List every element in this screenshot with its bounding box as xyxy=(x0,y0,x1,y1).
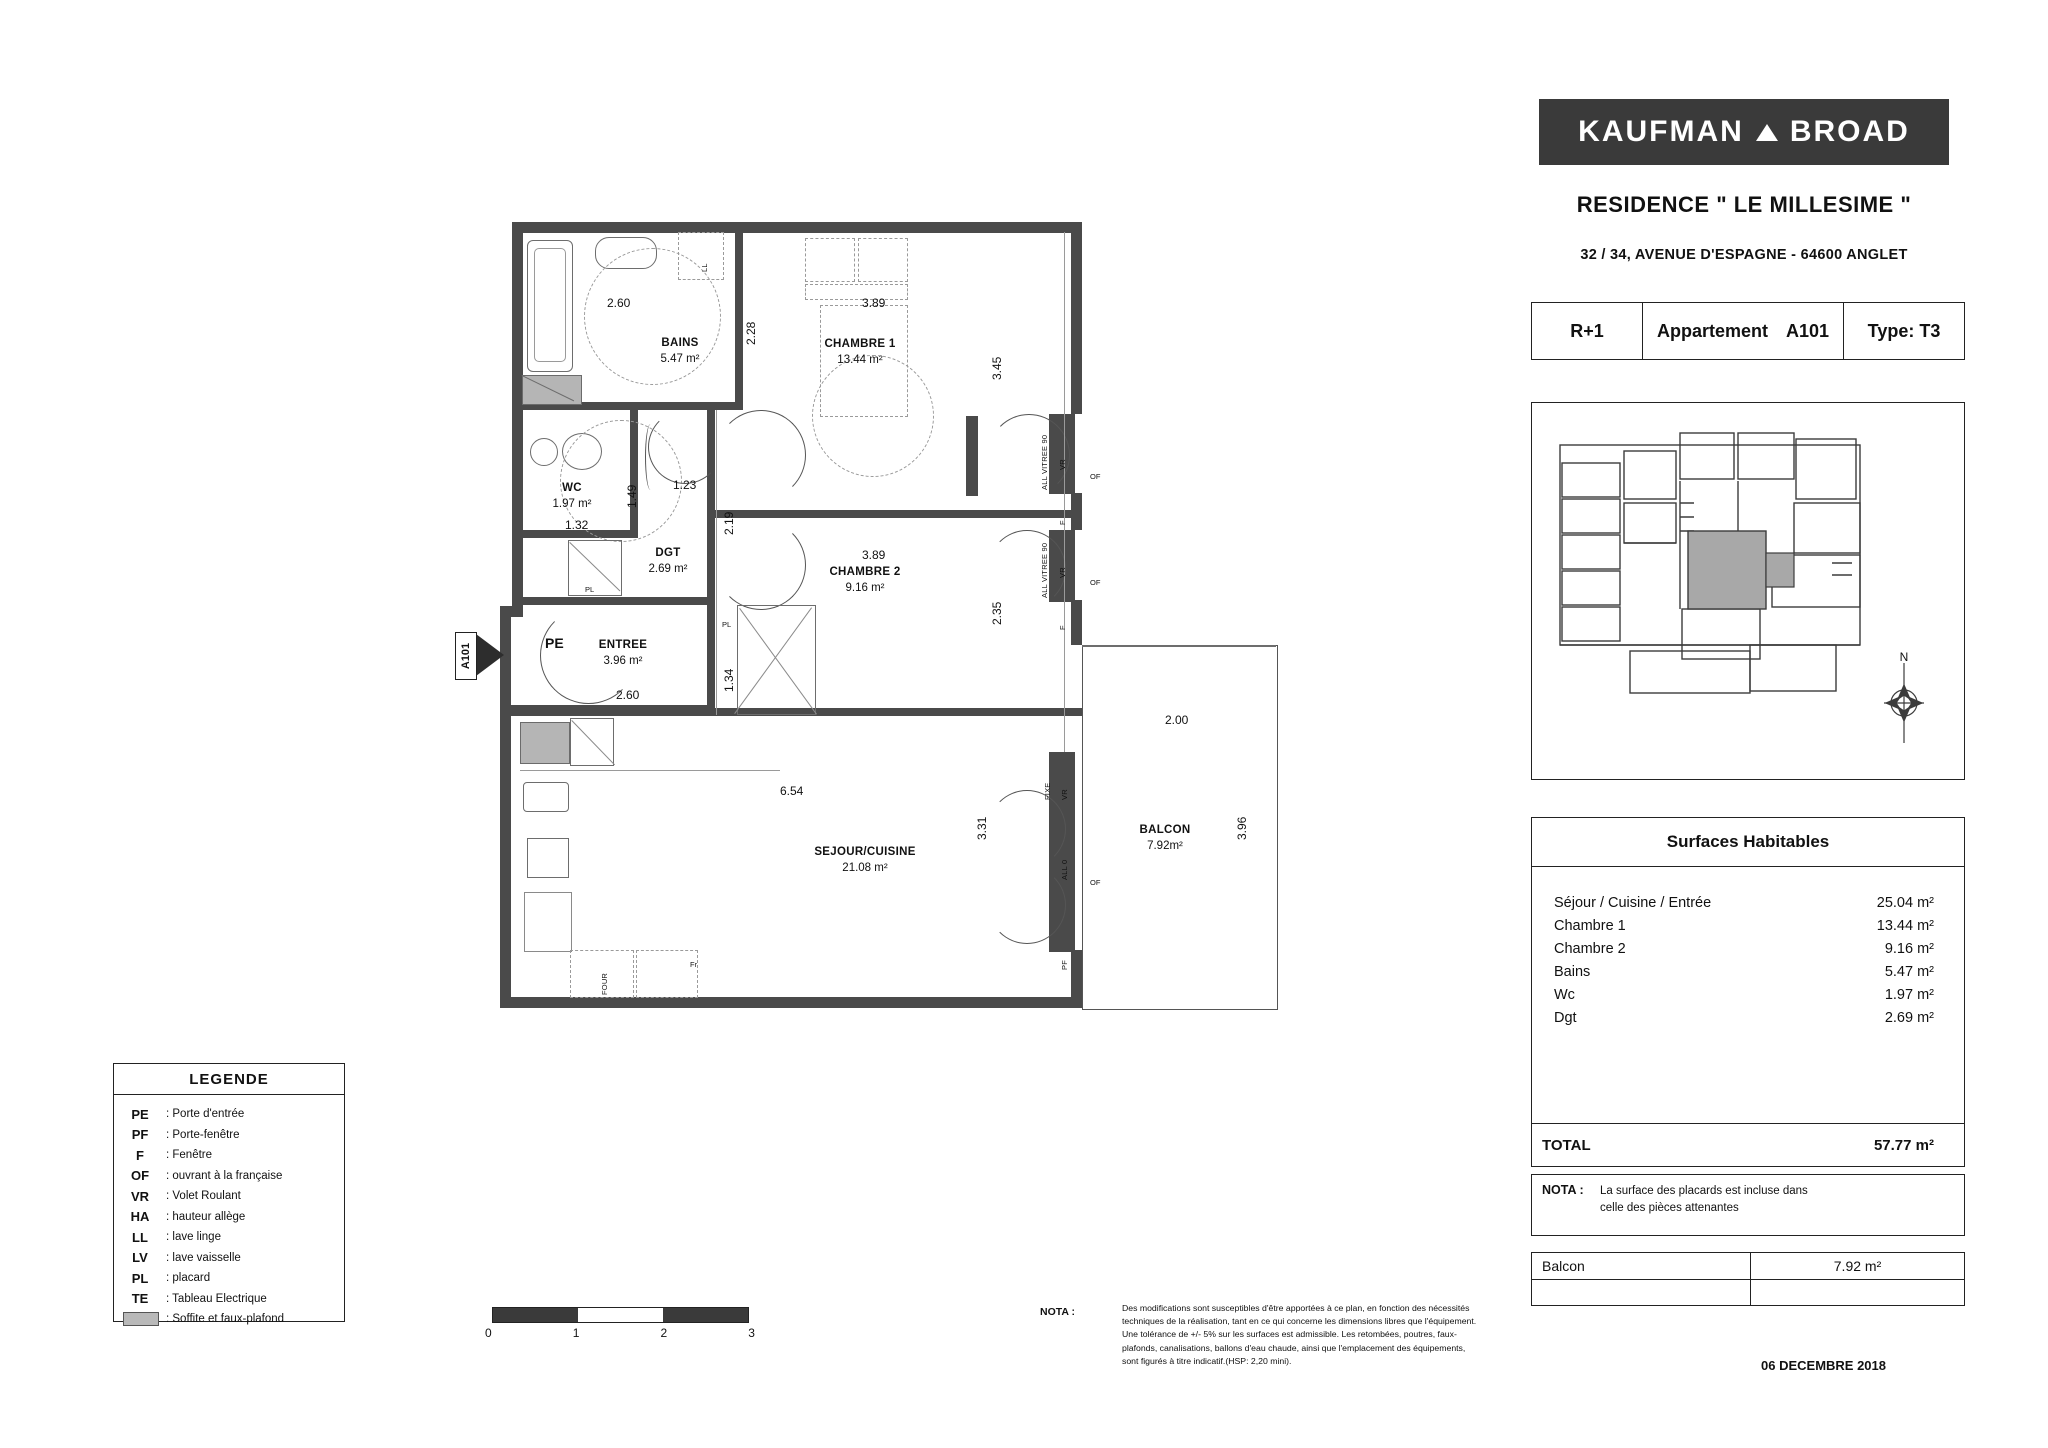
balcon-label: Balcon xyxy=(1532,1253,1751,1279)
bottom-nota-label: NOTA : xyxy=(1040,1306,1075,1318)
scale-numbers xyxy=(485,1326,755,1340)
wall-entry-bottom xyxy=(500,705,580,716)
room-area: 21.08 m² xyxy=(842,861,888,874)
kitchen-sink-icon xyxy=(523,782,569,812)
dim-bains-width: 2.60 xyxy=(607,296,631,310)
room-name: BALCON xyxy=(1139,824,1191,836)
scale-tick: 0 xyxy=(485,1326,492,1340)
dim-sejour-height: 3.31 xyxy=(975,816,989,840)
legend-key: OF xyxy=(130,1168,150,1184)
dim-entree-width: 2.60 xyxy=(616,688,640,702)
legend-item xyxy=(114,1104,344,1125)
type-cell: Type: T3 xyxy=(1867,320,1941,341)
dim-wc-height: 1.49 xyxy=(625,484,639,508)
legend-desc: : Tableau Electrique xyxy=(166,1292,267,1305)
surface-label: Chambre 2 xyxy=(1554,940,1626,957)
plan-date: 06 DECEMBRE 2018 xyxy=(1761,1358,1886,1373)
label-of-3: OF xyxy=(1090,878,1101,887)
surface-value: 5.47 m² xyxy=(1884,963,1934,980)
room-name: BAINS xyxy=(661,337,699,349)
legend-item xyxy=(114,1227,344,1248)
room-label-entree xyxy=(568,638,678,669)
legend-desc: : lave linge xyxy=(166,1231,221,1244)
surface-value: 13.44 m² xyxy=(1876,917,1934,934)
surface-label: Wc xyxy=(1554,986,1575,1003)
kitchen-guideline xyxy=(520,770,780,771)
room-name: WC xyxy=(562,482,582,494)
surface-row xyxy=(1532,983,1964,1006)
legend-desc: : Fenêtre xyxy=(166,1149,213,1162)
dim-dgt-height: 2.19 xyxy=(722,511,736,535)
legend-title: LEGENDE xyxy=(114,1064,344,1095)
apartment-info-table xyxy=(1531,302,1965,360)
fridge-box xyxy=(636,950,698,998)
brand-text xyxy=(1578,115,1910,149)
room-area: 7.92m² xyxy=(1147,839,1183,852)
total-value: 57.77 m² xyxy=(1873,1136,1934,1154)
surfaces-total-row xyxy=(1532,1123,1964,1166)
room-label-chambre2 xyxy=(800,565,930,596)
soffite-swatch-icon xyxy=(123,1312,159,1326)
surface-value: 25.04 m² xyxy=(1876,894,1934,911)
surface-row xyxy=(1532,1006,1964,1029)
dim-dgt-width: 1.23 xyxy=(673,478,697,492)
legend-key: PF xyxy=(131,1127,149,1143)
surface-value: 9.16 m² xyxy=(1884,940,1934,957)
ch1-furniture-2 xyxy=(858,238,908,282)
label-ha-3: ALL 0 xyxy=(1060,859,1069,880)
scale-tick: 1 xyxy=(572,1326,580,1340)
residence-address: 32 / 34, AVENUE D'ESPAGNE - 64600 ANGLET xyxy=(1580,247,1908,263)
apartment-tag xyxy=(455,632,477,680)
legend-swatch-cell xyxy=(114,1312,166,1326)
room-name: SEJOUR/CUISINE xyxy=(814,846,916,858)
label-ha-2: ALL VITREE 90 xyxy=(1040,542,1049,598)
balcon-row xyxy=(1532,1253,1964,1279)
legend-item-soffite xyxy=(114,1309,344,1330)
floor-cell: R+1 xyxy=(1532,303,1643,359)
surface-value: 1.97 m² xyxy=(1884,986,1934,1003)
legend-key: VR xyxy=(130,1188,150,1204)
surface-label: Dgt xyxy=(1554,1009,1577,1026)
wall-right-1 xyxy=(1071,222,1082,414)
room-area: 9.16 m² xyxy=(845,581,885,594)
label-f-2: F xyxy=(1058,625,1067,630)
balcon-value: 7.92 m² xyxy=(1833,1258,1882,1274)
legend-desc: : hauteur allège xyxy=(166,1210,246,1223)
window-arc-4 xyxy=(988,866,1066,944)
wc-cistern-icon xyxy=(530,438,558,466)
balcon-label-2 xyxy=(1532,1280,1751,1306)
kitchen-hood xyxy=(520,722,570,764)
surfaces-title: Surfaces Habitables xyxy=(1532,818,1964,867)
wall-bains-ch1 xyxy=(735,222,743,402)
legend-key: TE xyxy=(131,1291,149,1307)
site-plan-drawing xyxy=(1532,403,1962,777)
legend-key: PL xyxy=(131,1270,149,1286)
brand-name-left: KAUFMAN xyxy=(1578,115,1744,148)
legend-key: HA xyxy=(130,1209,150,1225)
door-wc-leaf xyxy=(645,424,656,490)
dim-bains-height: 2.28 xyxy=(744,321,758,345)
room-name: CHAMBRE 2 xyxy=(829,566,901,578)
wall-right-4 xyxy=(1071,950,1082,1008)
room-area: 2.69 m² xyxy=(648,562,688,575)
wall-left-lower xyxy=(500,708,511,1008)
door-wc-arc xyxy=(648,410,722,484)
dim-line-v2 xyxy=(1064,232,1065,752)
surface-row xyxy=(1532,914,1964,937)
surface-row xyxy=(1532,960,1964,983)
wall-top xyxy=(512,222,1082,233)
label-fixe: FIXE xyxy=(1043,782,1052,800)
room-name: CHAMBRE 1 xyxy=(824,338,896,350)
surface-row xyxy=(1532,937,1964,960)
legend-desc: : Soffite et faux-plafond xyxy=(166,1313,285,1326)
legend-item xyxy=(114,1207,344,1228)
legend-desc: : lave vaisselle xyxy=(166,1251,241,1264)
room-name: ENTREE xyxy=(598,639,648,651)
room-area: 13.44 m² xyxy=(837,353,883,366)
surface-label: Séjour / Cuisine / Entrée xyxy=(1554,894,1712,911)
surface-row xyxy=(1532,891,1964,914)
wall-right-3 xyxy=(1071,600,1082,645)
wall-bottom xyxy=(500,997,1082,1008)
apartment-number: A101 xyxy=(1785,320,1830,341)
apartment-cell xyxy=(1643,303,1844,359)
apartment-label: Appartement xyxy=(1656,320,1768,341)
kitchen-hob-icon xyxy=(527,838,569,878)
label-pf-3: PF xyxy=(1060,960,1069,970)
label-pl-1: PL xyxy=(585,585,595,594)
scale-tick: 2 xyxy=(660,1326,668,1340)
nota-text xyxy=(1600,1175,1814,1235)
nota-box xyxy=(1531,1174,1965,1236)
triangle-logo-icon xyxy=(1756,124,1778,141)
legend-item xyxy=(114,1166,344,1187)
label-ha-1: ALL VITREE 90 xyxy=(1040,434,1049,490)
legend-item xyxy=(114,1125,344,1146)
room-name: DGT xyxy=(655,547,681,559)
window-arc-3 xyxy=(988,790,1066,868)
wall-win-pier-1 xyxy=(966,416,978,496)
nota-line-2: celle des pièces attenantes xyxy=(1600,1201,1739,1214)
ch1-furniture-1 xyxy=(805,238,855,282)
legend-box xyxy=(113,1063,345,1326)
room-label-dgt xyxy=(623,546,713,577)
ch1-swing-circle xyxy=(812,355,934,477)
label-ll: LL xyxy=(700,263,709,272)
room-label-chambre1 xyxy=(790,337,930,368)
pe-door-label: PE xyxy=(545,635,564,651)
residence-title: RESIDENCE " LE MILLESIME " xyxy=(1576,192,1912,217)
surface-value: 2.69 m² xyxy=(1884,1009,1934,1026)
dim-ch2-width: 3.89 xyxy=(862,548,886,562)
entry-arrow-icon xyxy=(476,634,504,676)
legend-key: LL xyxy=(132,1229,148,1245)
surfaces-table xyxy=(1531,817,1965,1167)
bottom-nota-text: Des modifications sont susceptibles d'être apportées à ce plan, en fonction des nécessités techniques de la réalisation, tant en ce qui concerne les dimensions libres que l'équipement. Une tolérance de +/- 5% sur les surfaces est admissible. Les retombées, poutres, faux-plafonds, canalisations, ballons d'eau chaude, ainsi que l'emplacement des équipements, sont figurés à titre indicatif.(HSP: 2,20 mini). xyxy=(1122,1303,1477,1366)
door-ch1-arc xyxy=(716,410,806,500)
legend-desc: : placard xyxy=(166,1272,211,1285)
room-label-sejour xyxy=(785,845,945,876)
scale-tick: 3 xyxy=(748,1326,755,1340)
scale-seg-1 xyxy=(493,1308,578,1322)
dim-ch1-width: 3.89 xyxy=(862,296,886,310)
label-pl-2: PL xyxy=(722,620,732,629)
balcon-row-empty xyxy=(1532,1279,1964,1306)
room-area: 1.97 m² xyxy=(552,497,592,510)
room-label-balcon xyxy=(1110,823,1220,854)
dim-wc-width: 1.32 xyxy=(565,518,589,532)
label-of-1: OF xyxy=(1090,472,1101,481)
brand-name-right: BROAD xyxy=(1789,115,1910,148)
legend-item xyxy=(114,1248,344,1269)
north-letter: N xyxy=(1899,650,1909,664)
brand-logo-bar xyxy=(1539,99,1949,165)
nota-label: NOTA : xyxy=(1542,1183,1584,1197)
legend-desc: : Porte d'entrée xyxy=(166,1108,245,1121)
scale-bar xyxy=(492,1307,749,1323)
ch1-furniture-3 xyxy=(805,284,908,300)
label-vr-3: VR xyxy=(1060,789,1069,800)
dim-ch2-height: 2.35 xyxy=(990,601,1004,625)
scale-seg-3 xyxy=(663,1308,748,1322)
apartment-tag-text: A101 xyxy=(460,642,473,670)
window-arc-1 xyxy=(988,414,1070,496)
legend-item xyxy=(114,1268,344,1289)
wall-entree-top xyxy=(512,597,715,605)
dim-balcon-width: 2.00 xyxy=(1165,713,1189,727)
balcon-table xyxy=(1531,1252,1965,1306)
legend-item xyxy=(114,1186,344,1207)
window-arc-2 xyxy=(988,530,1066,608)
room-label-wc xyxy=(517,481,627,512)
highlighted-apartment xyxy=(1688,531,1766,609)
nota-line-1: La surface des placards est incluse dans xyxy=(1600,1185,1808,1197)
wall-left-upper xyxy=(512,222,523,617)
label-four: FOUR xyxy=(600,972,609,995)
balcony-edge-top xyxy=(1082,645,1276,647)
site-plan-box xyxy=(1531,402,1965,780)
label-fr: Fr xyxy=(690,960,698,969)
dim-entree-height: 1.34 xyxy=(722,668,736,692)
legend-item xyxy=(114,1289,344,1310)
label-of-2: OF xyxy=(1090,578,1101,587)
dim-sejour-width: 6.54 xyxy=(780,784,804,798)
legend-key: LV xyxy=(132,1250,148,1266)
scale-seg-2 xyxy=(578,1308,663,1322)
room-area: 3.96 m² xyxy=(603,654,643,667)
dim-line-v1 xyxy=(716,410,717,715)
legend-key: F xyxy=(136,1147,144,1163)
dim-balcon-height: 3.96 xyxy=(1235,816,1249,840)
legend-item xyxy=(114,1145,344,1166)
dim-ch1-height: 3.45 xyxy=(990,356,1004,380)
legend-desc: : Volet Roulant xyxy=(166,1190,241,1203)
surface-label: Chambre 1 xyxy=(1554,917,1626,934)
label-vr-2: VR xyxy=(1058,567,1067,578)
label-vr-1: VR xyxy=(1058,459,1067,470)
legend-desc: : ouvrant à la française xyxy=(166,1169,283,1182)
wall-entree-bottom xyxy=(580,705,715,716)
kitchen-unit-2 xyxy=(524,892,572,952)
wall-ch1-ch2 xyxy=(715,510,1075,518)
washer-box xyxy=(678,232,724,280)
room-area: 5.47 m² xyxy=(660,352,700,365)
room-label-bains xyxy=(625,336,735,367)
surface-label: Bains xyxy=(1554,963,1591,980)
legend-key: PE xyxy=(131,1106,149,1122)
bathtub-inner-icon xyxy=(534,248,566,362)
label-f-1: F xyxy=(1058,520,1067,525)
surfaces-rows xyxy=(1532,867,1964,1029)
legend-desc: : Porte-fenêtre xyxy=(166,1128,240,1141)
total-label: TOTAL xyxy=(1542,1136,1591,1154)
